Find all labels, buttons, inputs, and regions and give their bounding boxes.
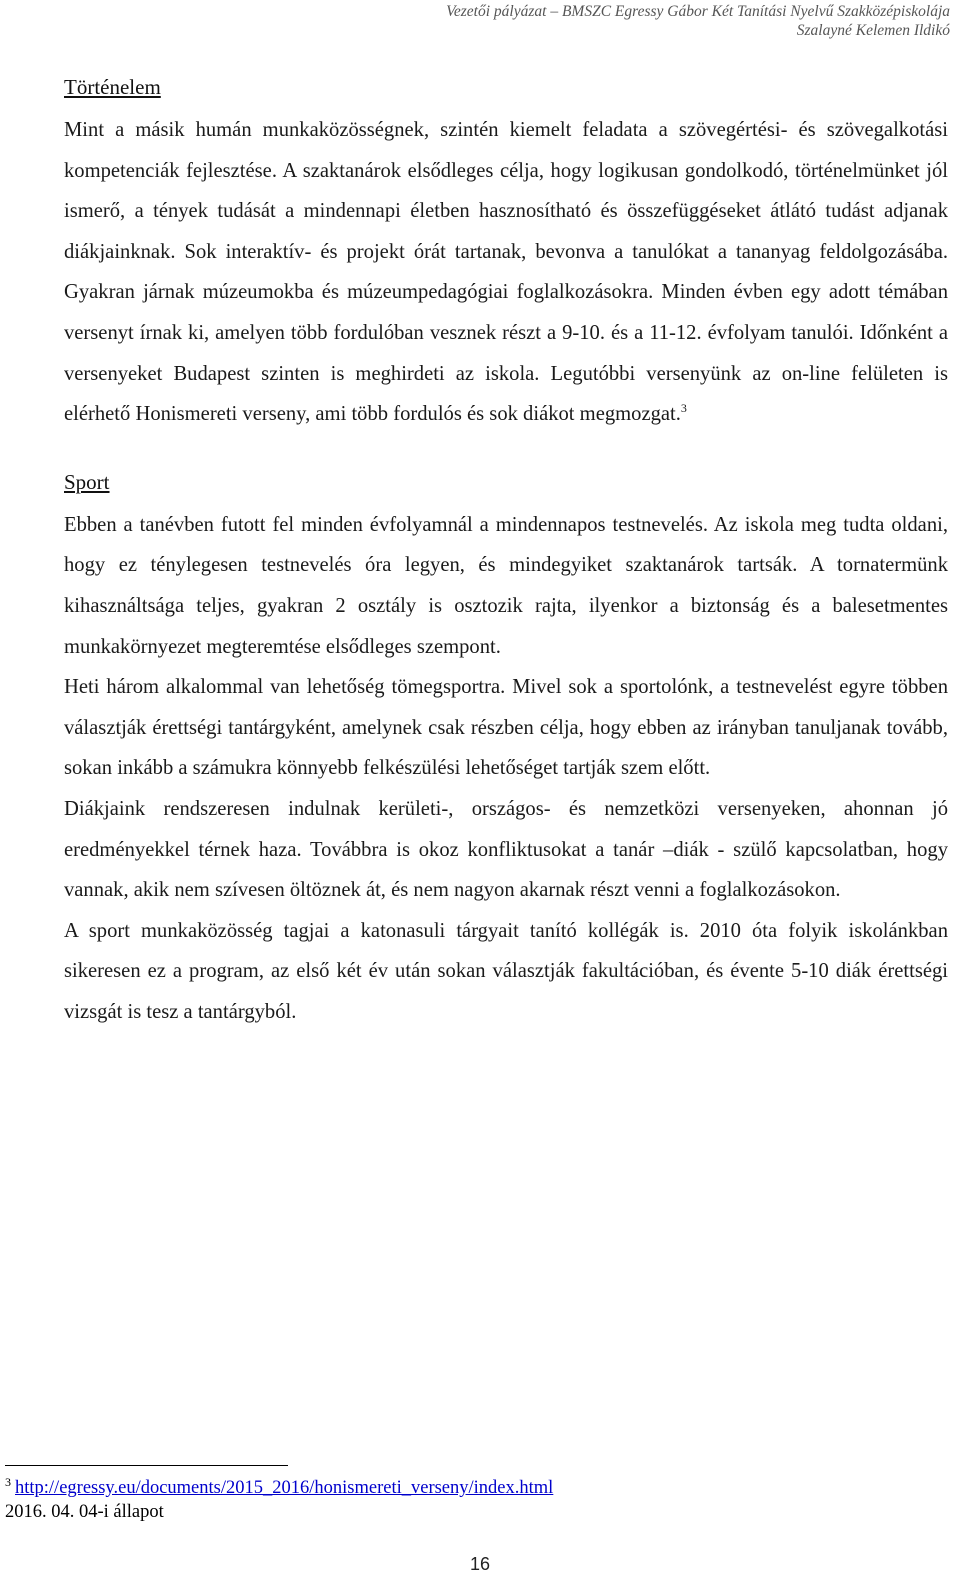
- sport-paragraph-1: Ebben a tanévben futott fel minden évfolyamnál a mindennapos testnevelés. Az iskola meg tudta oldani, hogy ez ténylegesen testnevelés óra legyen, és mindegyiket szaktanárok tartsák. A tornatermünk kihasználtsága teljes, gyakran 2 osztály is osztozik rajta, ilyenkor a biztonság és a balesetmentes munkakörnyezet megteremtése elsődleges szempont.: [64, 513, 948, 658]
- history-paragraph: [64, 110, 948, 435]
- footnote-separator: [5, 1465, 288, 1466]
- section-title-sport: Sport: [64, 469, 110, 494]
- page-number: 16: [469, 1554, 491, 1574]
- footnote-line: [5, 1476, 553, 1500]
- sport-paragraph-4: A sport munkaközösség tagjai a katonasuli tárgyait tanító kollégák is. 2010 óta folyik iskolánkban sikeresen ez a program, az első két év után sokan választják fakultációban, és évente 5-10 diák érettségi vizsgát is tesz a tantárgyból.: [64, 919, 948, 1023]
- section-spacer: [64, 435, 948, 467]
- footnote-number: 3: [5, 1474, 11, 1489]
- sport-paragraph-2: Heti három alkalommal van lehetőség tömegsportra. Mivel sok a sportolónk, a testnevelést egyre többen választják érettségi tantárgyként, amelynek csak részben célja, hogy ebben az irányban tanuljanak tovább, sokan inkább a számukra könnyebb felkészülési lehetőséget tartják szem előtt.: [64, 676, 948, 780]
- history-paragraph-text: Mint a másik humán munkaközösségnek, szintén kiemelt feladata a szövegértési- és szövegalkotási kompetenciák fejlesztése. A szaktanárok elsődleges célja, hogy logikusan gondolkodó, történelmünket jól ismerő, a tények tudását a mindennapi életben hasznosítható és összefüggéseket átlátó tudást adjanak diákjainknak. Sok interaktív- és projekt órát tartanak, bevonva a tanulókat a tananyag feldolgozásába. Gyakran járnak múzeumokba és múzeumpedagógiai foglalkozásokra. Minden évben egy adott témában versenyt írnak ki, amelyen több fordulóban vesznek részt a 9-10. és a 11-12. évfolyam tanulói. Időnként a versenyeket Budapest szinten is meghirdeti az iskola. Legutóbbi versenyünk az on-line felületen is elérhető Honismereti verseny, ami több fordulós és sok diákot megmozgat.: [64, 119, 948, 426]
- footnote-reference[interactable]: 3: [680, 401, 687, 416]
- section-title-history: Történelem: [64, 75, 161, 99]
- page-header: [446, 2, 950, 40]
- document-body: [64, 72, 948, 1032]
- footnote-link[interactable]: http://egressy.eu/documents/2015_2016/honismereti_verseny/index.html: [15, 1478, 554, 1498]
- sport-paragraph-3: Diákjaink rendszeresen indulnak kerületi-, országos- és nemzetközi versenyeken, ahonnan jó eredményekkel térnek haza. Továbbra is okoz konfliktusokat a tanár –diák - szülő kapcsolatban, hogy vannak, akik nem szívesen öltöznek át, és nem nagyon akarnak részt venni a foglalkozásokon.: [64, 797, 948, 902]
- footnote: [5, 1476, 553, 1524]
- header-title: Vezetői pályázat – BMSZC Egressy Gábor Két Tanítási Nyelvű Szakközépiskolája: [446, 3, 950, 20]
- header-author: Szalayné Kelemen Ildikó: [796, 22, 950, 39]
- footnote-note: 2016. 04. 04-i állapot: [5, 1502, 164, 1522]
